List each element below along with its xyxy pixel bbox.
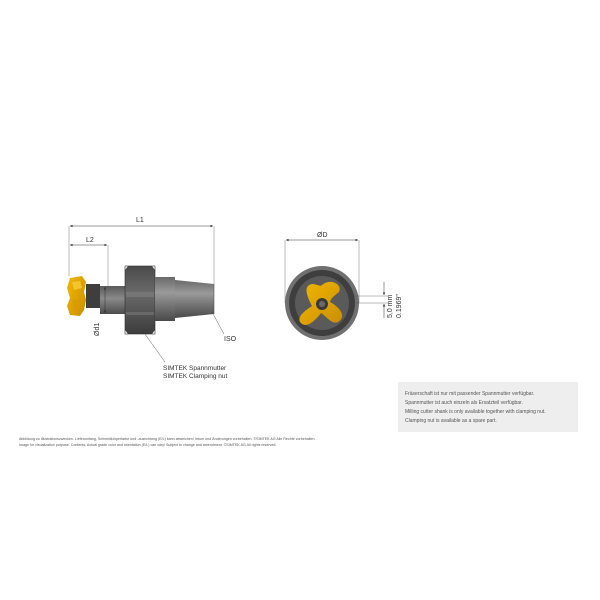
d1-label: Ød1 xyxy=(94,322,101,336)
cutting-insert xyxy=(67,276,86,316)
note-line-4: Clamping nut is available as a spare part. xyxy=(405,418,497,424)
side-view xyxy=(67,226,224,362)
note-line-1: Fräserschaft ist nur mit passender Spannmutter verfügbar. xyxy=(405,391,535,397)
notes-box xyxy=(398,382,578,432)
nut-leader xyxy=(142,330,165,362)
iso-taper xyxy=(175,280,214,318)
disclaimer-en: Image for visualization purpose. Contents, Actual grade color and orientation (E/L) can vary! Subject to change and amendment. ©SIMTEK AG All rights reserved. xyxy=(19,443,277,447)
slot-inch-label: 0.1969" xyxy=(396,294,403,318)
note-line-3: Milling cutter shank is only available together with clamping nut. xyxy=(405,409,546,415)
disclaimer-de: Abbildung zu Illustrationszwecken. Lieferumfang, Schneidkörperfarbe und -ausrichtung (E/L) kann abweichen! Irrtum und Änderungen vorbehalten. ©SIMTEK AG Alle Rechte vorbehalten. xyxy=(19,437,316,441)
shank xyxy=(100,286,125,314)
note-line-2: Spannmutter ist auch einzeln als Ersatzteil verfügbar. xyxy=(405,400,523,406)
dD-label: ØD xyxy=(317,232,328,239)
l1-label: L1 xyxy=(136,217,144,224)
collar xyxy=(155,277,175,321)
clamping-nut-label-de: SIMTEK Spannmutter xyxy=(163,365,227,372)
end-view xyxy=(285,240,388,340)
clamping-nut-label-en: SIMTEK Clamping nut xyxy=(163,373,228,380)
l2-label: L2 xyxy=(86,237,94,244)
neck xyxy=(86,284,100,308)
iso-label: ISO xyxy=(224,336,237,343)
clamping-nut xyxy=(125,266,155,334)
iso-leader xyxy=(212,312,224,334)
slot-mm-label: 5,0 mm xyxy=(387,294,394,318)
